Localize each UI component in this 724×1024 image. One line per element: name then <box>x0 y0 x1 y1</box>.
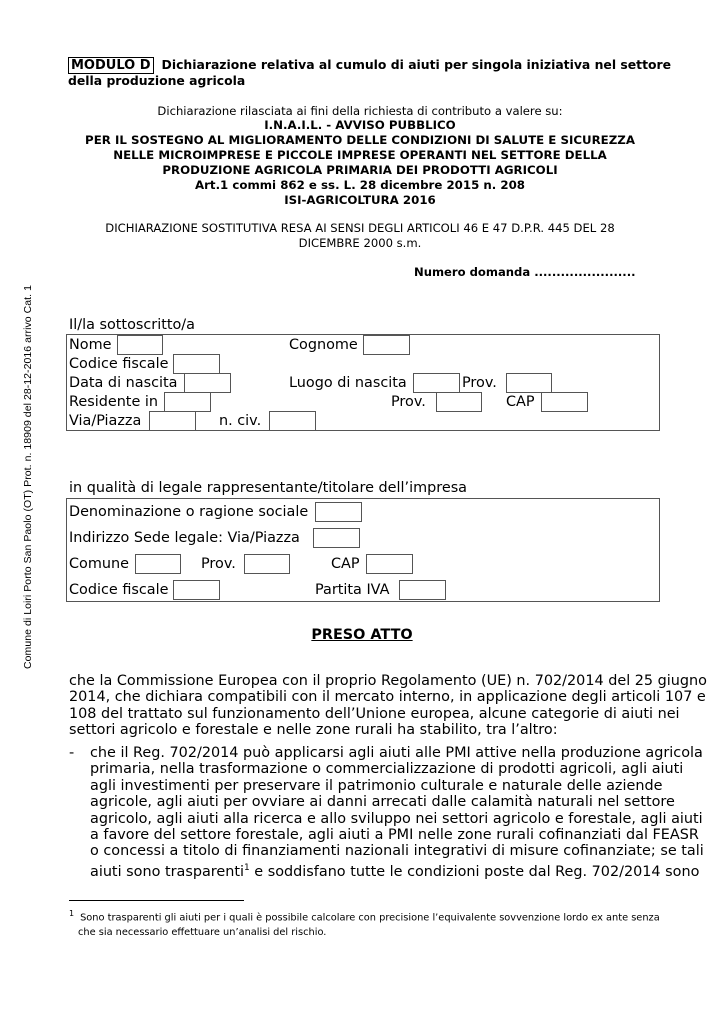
residente-label: Residente in <box>69 394 158 410</box>
cap-sede-label: CAP <box>331 556 360 572</box>
footnote-ref[interactable]: 1 <box>244 862 250 873</box>
nome-label: Nome <box>69 337 112 353</box>
cognome-label: Cognome <box>289 337 358 353</box>
codice-fiscale-label: Codice fiscale <box>69 356 169 372</box>
bullet-line: a favore del settore forestale, agli aiuti a PMI nelle zone rurali cofinanziati dal FEASR <box>90 826 699 843</box>
module-title-line1: Dichiarazione relativa al cumulo di aiuti per singola iniziativa nel settore <box>161 57 672 72</box>
company-heading: in qualità di legale rappresentante/titolare dell’impresa <box>69 480 468 496</box>
footnote-separator <box>69 900 244 901</box>
cap-sede-input[interactable] <box>366 554 413 574</box>
intro-bold-line-2: PER IL SOSTEGNO AL MIGLIORAMENTO DELLE CONDIZIONI DI SALUTE E SICUREZZA <box>85 133 635 147</box>
via-label: Via/Piazza <box>69 413 142 429</box>
prov-sede-label: Prov. <box>201 556 236 572</box>
prov-residenza-input[interactable] <box>436 392 482 412</box>
module-header <box>68 57 671 73</box>
footnote-number: 1 <box>69 909 75 918</box>
cap-label: CAP <box>506 394 535 410</box>
indirizzo-input[interactable] <box>313 528 360 548</box>
cognome-input[interactable] <box>363 335 410 355</box>
codice-fiscale-input[interactable] <box>173 354 220 374</box>
bullet-line: agricole, agli aiuti per ovviare ai danni arrecati dalle calamità naturali nel settore <box>90 794 675 811</box>
data-nascita-input[interactable] <box>184 373 231 393</box>
bullet-line-last <box>90 860 700 880</box>
civico-input[interactable] <box>269 411 316 431</box>
denominazione-label: Denominazione o ragione sociale <box>69 504 309 520</box>
footnote-line-1: Sono trasparenti gli aiuti per i quali è possibile calcolare con precisione l’equivalente sovvenzione lordo ex ante senza <box>80 912 660 924</box>
dichiarazione-line-2: DICEMBRE 2000 s.m. <box>298 236 422 250</box>
module-title-line2: della produzione agricola <box>68 73 246 88</box>
denominazione-input[interactable] <box>315 502 362 522</box>
bullet-text: aiuti sono trasparenti <box>90 863 244 880</box>
partita-iva-input[interactable] <box>399 580 446 600</box>
residente-input[interactable] <box>164 392 211 412</box>
comune-label: Comune <box>69 556 129 572</box>
codice-fiscale-impresa-label: Codice fiscale <box>69 582 169 598</box>
prov-nascita-input[interactable] <box>506 373 552 393</box>
footnote <box>69 907 669 940</box>
comune-input[interactable] <box>135 554 181 574</box>
prov-sede-input[interactable] <box>244 554 290 574</box>
intro-bold-line-1: I.N.A.I.L. - AVVISO PUBBLICO <box>264 118 456 132</box>
bullet-dash: - <box>69 745 75 761</box>
numero-domanda: Numero domanda ....................... <box>414 265 636 279</box>
bullet-paragraph <box>90 745 704 880</box>
prov-nascita-label: Prov. <box>462 375 497 391</box>
indirizzo-label: Indirizzo Sede legale: Via/Piazza <box>69 530 300 546</box>
module-label: MODULO D <box>68 57 154 74</box>
intro-bold-line-4: PRODUZIONE AGRICOLA PRIMARIA DEI PRODOTTI AGRICOLI <box>162 163 558 177</box>
bullet-line: agricolo, agli aiuti alla ricerca e allo sviluppo nei settori agricolo e forestale, agli aiuti <box>90 810 703 827</box>
footnote-line-2: che sia necessario effettuare un’analisi del rischio. <box>78 926 327 938</box>
dichiarazione-line-1: DICHIARAZIONE SOSTITUTIVA RESA AI SENSI DEGLI ARTICOLI 46 E 47 D.P.R. 445 DEL 28 <box>105 221 615 235</box>
premise-paragraph <box>69 673 707 739</box>
cap-input[interactable] <box>541 392 588 412</box>
preso-atto-heading: PRESO ATTO <box>311 627 413 643</box>
premise-line: che la Commissione Europea con il proprio Regolamento (UE) n. 702/2014 del 25 giugno <box>69 673 707 689</box>
bullet-line: primaria, nella trasformazione o commercializzazione di prodotti agricoli, agli aiuti <box>90 761 684 778</box>
bullet-line: agli investimenti per preservare il patrimonio culturale e naturale delle aziende <box>90 777 663 794</box>
prov-residenza-label: Prov. <box>391 394 426 410</box>
person-heading: Il/la sottoscritto/a <box>69 317 195 333</box>
premise-line: settori agricolo e forestale e nelle zone rurali ha stabilito, tra l’altro: <box>69 722 558 739</box>
civico-label: n. civ. <box>219 413 262 429</box>
nome-input[interactable] <box>117 335 163 355</box>
bullet-line: o concessi a titolo di finanziamenti nazionali integrativi di misure cofinanziate; se tali <box>90 843 704 860</box>
bullet-line: che il Reg. 702/2014 può applicarsi agli aiuti alle PMI attive nella produzione agricola <box>90 745 703 761</box>
intro-bold-line-6: ISI-AGRICOLTURA 2016 <box>284 193 436 207</box>
intro-bold-line-5: Art.1 commi 862 e ss. L. 28 dicembre 2015 n. 208 <box>194 178 525 192</box>
bullet-text: e soddisfano tutte le condizioni poste dal Reg. 702/2014 sono <box>249 863 700 880</box>
intro-bold-line-3: NELLE MICROIMPRESE E PICCOLE IMPRESE OPERANTI NEL SETTORE DELLA <box>113 148 607 162</box>
data-nascita-label: Data di nascita <box>69 375 178 391</box>
codice-fiscale-impresa-input[interactable] <box>173 580 220 600</box>
intro-line: Dichiarazione rilasciata ai fini della richiesta di contributo a valere su: <box>157 104 563 118</box>
luogo-nascita-label: Luogo di nascita <box>289 375 407 391</box>
via-input[interactable] <box>149 411 196 431</box>
premise-line: 108 del trattato sul funzionamento dell’Unione europea, alcune categorie di aiuti nei <box>69 705 680 722</box>
partita-iva-label: Partita IVA <box>315 582 390 598</box>
luogo-nascita-input[interactable] <box>413 373 460 393</box>
premise-line: 2014, che dichiara compatibili con il mercato interno, in applicazione degli articoli 107 e <box>69 689 706 706</box>
